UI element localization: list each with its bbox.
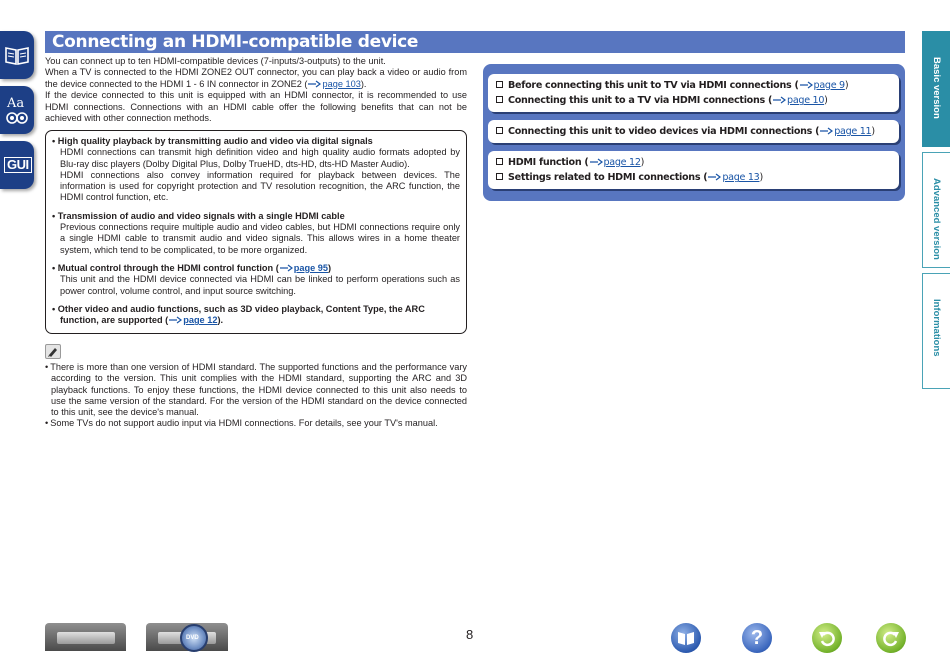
pointing-hand-icon — [772, 96, 786, 104]
index-tab[interactable] — [0, 86, 34, 134]
aa-label: Aa — [7, 96, 25, 111]
page-103-link[interactable]: page 103 — [322, 78, 361, 89]
forward-button[interactable] — [876, 623, 906, 653]
benefit-heading: Other video and audio functions, such as 3D video playback, Content Type, the ARC function, are supported ( — [57, 303, 425, 326]
checkbox-icon — [496, 96, 503, 103]
pointing-hand-icon — [168, 316, 182, 324]
forward-arrow-icon — [881, 628, 901, 648]
glossary-icon — [3, 93, 31, 127]
pointing-hand-icon — [279, 264, 293, 272]
intro-line-2: When a TV is connected to the HDMI ZONE2 OUT connector, you can play back a video or audio from the device connected to the HDMI 1 - 6 IN connector in ZONE2 ( page 103). — [45, 67, 467, 89]
title-bar — [45, 31, 905, 53]
nav-link-item[interactable]: Settings related to HDMI connections ( page 13) — [496, 170, 891, 185]
contents-button[interactable] — [671, 623, 701, 653]
book-icon — [4, 44, 30, 66]
benefit-item: • High quality playback by transmitting audio and video via digital signals HDMI connections can transmit high definition video and high quality audio formats adopted by Blu-ray disc players (Dolby Digital Plus, Dolby TrueHD, dts-HD, dts-HD Master Audio). HDMI connections also convey information required for playback between devices. The information is used for copyright protection and TV resolution recognition, the ARC function, the HDMI control function, etc. — [52, 136, 460, 203]
related-links-box — [488, 151, 899, 189]
page-10-link[interactable]: page 10 — [787, 95, 825, 107]
nav-link-item[interactable]: Connecting this unit to video devices via HDMI connections ( page 11) — [496, 124, 891, 139]
benefit-description: HDMI connections can transmit high definition video and high quality audio formats adopted by Blu-ray disc players (Dolby Digital Plus, Dolby TrueHD, dts-HD, dts-HD Master Audio). HDMI connections also convey information required for playback between devices. The information is used for copyright protection and TV resolution recognition, the ARC function, the HDMI control function, etc. — [60, 147, 460, 203]
question-mark-icon: ? — [750, 627, 764, 649]
gui-icon: GUI — [4, 157, 32, 173]
contents-tab[interactable] — [0, 31, 34, 79]
open-book-icon — [676, 628, 696, 648]
pointing-hand-icon — [589, 158, 603, 166]
note-item: • There is more than one version of HDMI standard. The supported functions and the performance vary according to the version. This unit complies with the HDMI standard, supporting the ARC and 3D playback functions. To enjoy these functions, the HDMI device connected to this unit also needs to use the same version of the standard. For the version of the HDMI standard on the device connected to this unit, see the device's manual. — [45, 362, 467, 418]
receiver-icon — [57, 632, 115, 644]
display-button[interactable] — [146, 623, 228, 651]
benefit-item: • Transmission of audio and video signals with a single HDMI cable Previous connections require multiple audio and video cables, but HDMI connections require only a single HDMI cable to transmit audio and video signals. This allows wires in a home theater system, which tend to be complicated, to be more organized. — [52, 210, 460, 255]
back-button[interactable] — [812, 623, 842, 653]
page-title: Connecting an HDMI-compatible device — [52, 32, 419, 52]
nav-link-item[interactable]: HDMI function ( page 12) — [496, 155, 891, 170]
pointing-hand-icon — [799, 81, 813, 89]
benefits-box — [45, 130, 467, 334]
page-11-link[interactable]: page 11 — [834, 126, 872, 137]
tab-basic-version[interactable]: Basic version — [922, 31, 950, 147]
checkbox-icon — [496, 158, 503, 165]
note-item: • Some TVs do not support audio input via HDMI connections. For details, see your TV's manual. — [45, 418, 467, 429]
tab-informations[interactable]: Informations — [922, 273, 950, 389]
nav-link-item[interactable]: Before connecting this unit to TV via HDMI connections ( page 9) — [496, 78, 891, 93]
back-arrow-icon — [817, 628, 837, 648]
benefit-heading: Mutual control through the HDMI control function ( — [57, 262, 279, 273]
intro-line-1: You can connect up to ten HDMI-compatible devices (7-inputs/3-outputs) to the unit. — [45, 56, 386, 66]
page-9-link[interactable]: page 9 — [813, 80, 845, 91]
benefit-description: This unit and the HDMI device connected via HDMI can be linked to perform operations such as power control, volume control, and input source switching. — [60, 274, 460, 296]
help-button[interactable] — [742, 623, 772, 653]
checkbox-icon — [496, 127, 503, 134]
tab-advanced-version[interactable]: Advanced version — [922, 152, 950, 268]
related-links-box — [488, 120, 899, 143]
gui-tab[interactable] — [0, 141, 34, 189]
pointing-hand-icon — [819, 127, 833, 135]
page-number: 8 — [466, 627, 474, 642]
page-12-link[interactable]: page 12 — [603, 157, 641, 168]
pencil-icon — [45, 344, 61, 359]
page-12-link[interactable]: page 12 — [183, 315, 218, 326]
page-13-link[interactable]: page 13 — [722, 172, 760, 184]
notes-list — [45, 362, 467, 430]
benefit-heading: High quality playback by transmitting audio and video via digital signals — [57, 136, 373, 146]
page-95-link[interactable]: page 95 — [293, 262, 328, 273]
benefit-description: Previous connections require multiple audio and video cables, but HDMI connections require only a single HDMI cable to transmit audio and video signals. This allows wires in a home theater system, which tend to be complicated, to be more organized. — [60, 222, 460, 255]
pointing-hand-icon — [707, 173, 721, 181]
checkbox-icon — [496, 81, 503, 88]
pointing-hand-icon — [307, 80, 321, 88]
benefit-item: • Other video and audio functions, such as 3D video playback, Content Type, the ARC function, are supported ( page 12). — [52, 303, 425, 326]
magnifier-icon: DVD — [180, 624, 208, 652]
related-links-box — [488, 74, 899, 112]
intro-line-3: If the device connected to this unit is equipped with an HDMI connector, it is recommended to use HDMI connections. Connections with an HDMI cable offer the following benefits that can not be achieved with other connection methods. — [45, 90, 467, 124]
intro-text — [45, 56, 467, 124]
nav-link-item[interactable]: Connecting this unit to a TV via HDMI connections ( page 10) — [496, 93, 891, 108]
front-panel-button[interactable] — [45, 623, 126, 651]
benefit-item: • Mutual control through the HDMI control function ( page 95) This unit and the HDMI device connected via HDMI can be linked to perform operations such as power control, volume control, and input source switching. — [52, 262, 460, 296]
checkbox-icon — [496, 173, 503, 180]
benefit-heading: Transmission of audio and video signals with a single HDMI cable — [57, 210, 345, 221]
